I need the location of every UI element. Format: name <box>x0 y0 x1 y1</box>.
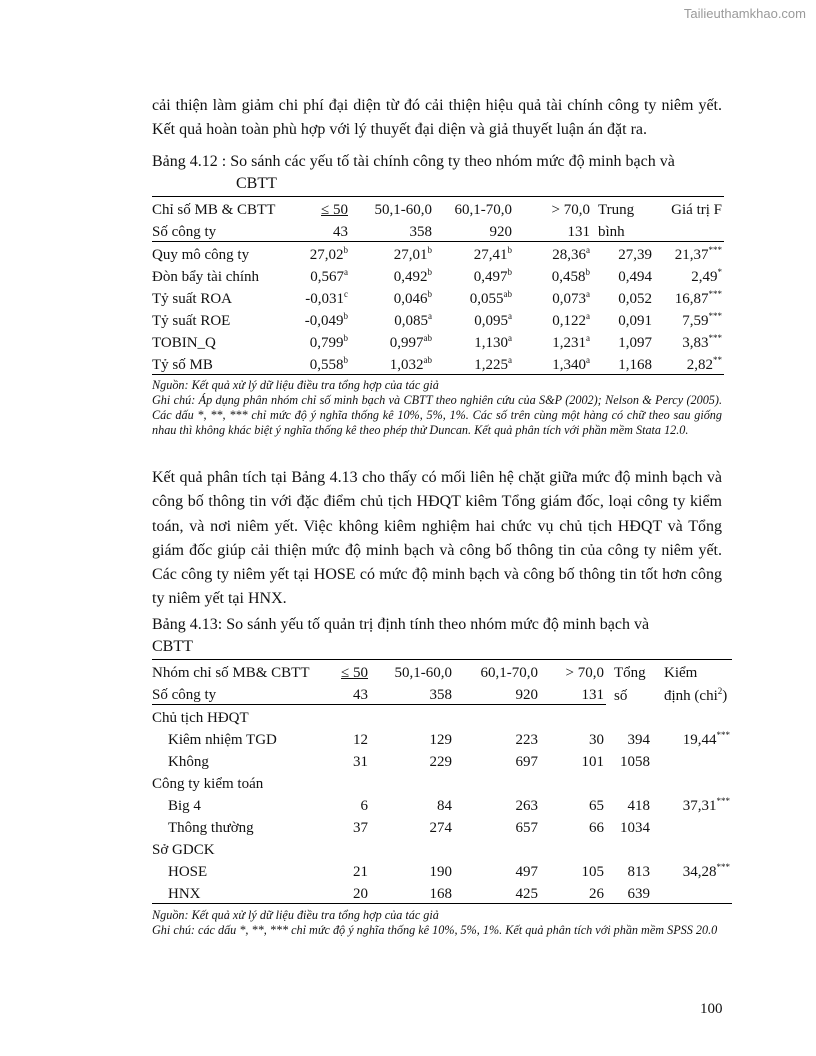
header-cell: ≤ 50 <box>341 665 368 681</box>
table-4-12-notes <box>152 378 722 438</box>
header-cell: > 70,0 <box>551 202 590 218</box>
table-header-row <box>152 197 724 220</box>
value-cell: 37 <box>353 820 368 836</box>
value-cell <box>350 308 434 330</box>
duncan-letter: b <box>427 267 432 277</box>
significance-stars: *** <box>708 289 722 299</box>
row-label: TOBIN_Q <box>152 335 216 351</box>
value-cell: 101 <box>581 754 604 770</box>
value: 27,39 <box>618 247 652 263</box>
header-cell: Nhóm chỉ số MB& CBTT <box>152 665 310 681</box>
caption-line-2: CBTT <box>152 638 193 655</box>
mean-cell <box>592 330 654 352</box>
group-title: Sở GDCK <box>152 842 215 858</box>
value: 1,097 <box>618 335 652 351</box>
watermark: Tailieuthamkhao.com <box>683 6 806 21</box>
group-row <box>152 705 732 728</box>
duncan-letter: c <box>344 289 348 299</box>
value: 28,36 <box>552 247 586 263</box>
mean-cell <box>592 308 654 330</box>
header-cell: Trung <box>598 202 635 218</box>
duncan-letter: a <box>428 311 432 321</box>
chi2-cell <box>652 793 732 815</box>
value-cell <box>514 330 592 352</box>
header-cell: Chỉ số MB & CBTT <box>152 202 276 218</box>
header-cell: 60,1-70,0 <box>480 665 538 681</box>
duncan-letter: b <box>343 333 348 343</box>
table-4-13-caption <box>152 614 722 658</box>
value-cell <box>434 242 514 265</box>
header-cell: 920 <box>454 682 540 705</box>
value: 0,095 <box>474 313 508 329</box>
table-4-12 <box>152 196 724 375</box>
row-label: Đòn bẩy tài chính <box>152 269 260 285</box>
table-row <box>152 242 724 265</box>
table-row <box>152 308 724 330</box>
table-row <box>152 815 732 837</box>
value: 0,046 <box>393 291 428 307</box>
f-value-cell <box>654 308 724 330</box>
value: 37,31 <box>682 798 717 814</box>
duncan-letter: a <box>508 311 512 321</box>
value-cell: 425 <box>515 886 538 902</box>
value: 0,091 <box>618 313 652 329</box>
significance-stars: ** <box>713 355 722 365</box>
table-header-row <box>152 219 724 242</box>
header-cell: > 70,0 <box>565 665 604 681</box>
value-cell <box>290 286 350 308</box>
value: 0,458 <box>551 269 586 285</box>
row-label: Big 4 <box>168 798 201 814</box>
value-cell <box>434 264 514 286</box>
mean-cell <box>592 286 654 308</box>
duncan-letter: a <box>586 333 590 343</box>
header-cell: 358 <box>350 219 434 242</box>
value: 1,340 <box>552 357 586 373</box>
duncan-letter: a <box>508 355 512 365</box>
mean-cell <box>592 352 654 375</box>
chi2-cell <box>652 859 732 881</box>
duncan-letter: a <box>344 267 348 277</box>
duncan-letter: b <box>427 245 432 255</box>
header-text: ) <box>722 687 728 704</box>
row-label: Không <box>168 754 209 770</box>
value-cell: 168 <box>429 886 452 902</box>
value-cell: 229 <box>429 754 452 770</box>
value: 0,052 <box>618 291 652 307</box>
row-label: Quy mô công ty <box>152 247 250 263</box>
table-row <box>152 881 732 904</box>
source-note: Nguồn: Kết quả xử lý dữ liệu điều tra tổng hợp của tác giả <box>152 378 439 392</box>
header-cell: 60,1-70,0 <box>454 202 512 218</box>
total-cell: 1034 <box>620 820 650 836</box>
paragraph-intro: cải thiện làm giảm chi phí đại diện từ đó cải thiện hiệu quả tài chính công ty niêm yết. Kết quả hoàn toàn phù hợp với lý thuyết đại diện và giả thuyết luận án đặt ra. <box>152 97 722 139</box>
footnote: Ghi chú: Áp dụng phân nhóm chỉ số minh bạch và CBTT theo nghiên cứu của S&P (2002); Nelson & Percy (2005). Các dấu *, **, *** chỉ mức độ ý nghĩa thống kê 10%, 5%, 1%. Các số trên cùng một hàng có chữ theo sau giống nhau thì không khác biệt ý nghĩa thống kê theo phép thử Duncan. Kết quả phân tích với phần mềm Stata 12.0. <box>152 393 722 437</box>
value: 0,567 <box>310 269 344 285</box>
significance-stars: *** <box>708 333 722 343</box>
header-cell: 50,1-60,0 <box>394 665 452 681</box>
header-cell: Số công ty <box>152 682 324 705</box>
value-cell: 12 <box>353 732 368 748</box>
paragraph-analysis: Kết quả phân tích tại Bảng 4.13 cho thấy có mối liên hệ chặt giữa mức độ minh bạch và công bố thông tin với đặc điểm chủ tịch HĐQT kiêm Tổng giám đốc, loại công ty kiểm toán, và nơi niêm yết. Việc không kiêm nghiệm hai chức vụ chủ tịch HĐQT và Tổng giám đốc giúp cải thiện mức độ minh bạch và công bố thông tin của công ty niêm yết. Các công ty niêm yết tại HOSE có mức độ minh bạch và công bố thông tin tốt hơn công ty niêm yết tại HNX. <box>152 469 722 608</box>
value-cell <box>350 264 434 286</box>
value-cell: 497 <box>515 864 538 880</box>
value: 1,130 <box>474 335 508 351</box>
value-cell: 84 <box>437 798 452 814</box>
value: 2,49 <box>691 269 718 285</box>
row-label: HNX <box>168 886 201 902</box>
value: 0,997 <box>389 335 424 351</box>
table-header-row <box>152 660 732 683</box>
value-cell: 129 <box>429 732 452 748</box>
table-row <box>152 727 732 749</box>
value-cell <box>434 308 514 330</box>
header-cell: 43 <box>324 682 370 705</box>
value-cell <box>514 308 592 330</box>
value-cell: 105 <box>581 864 604 880</box>
value: 1,032 <box>389 357 424 373</box>
value: 34,28 <box>682 864 717 880</box>
value: 27,02 <box>309 247 344 263</box>
value-cell <box>350 242 434 265</box>
value-cell <box>290 242 350 265</box>
header-cell: bình <box>592 219 654 242</box>
value: 27,01 <box>393 247 428 263</box>
significance-stars: *** <box>708 311 722 321</box>
table-row <box>152 793 732 815</box>
group-title: Công ty kiểm toán <box>152 776 264 792</box>
value: 0,085 <box>394 313 428 329</box>
table-4-12-caption <box>152 151 722 195</box>
value: 2,82 <box>686 357 713 373</box>
mean-cell <box>592 264 654 286</box>
f-value-cell <box>654 264 724 286</box>
total-cell: 1058 <box>620 754 650 770</box>
value-cell <box>290 330 350 352</box>
header-cell <box>652 682 732 705</box>
value-cell: 66 <box>589 820 604 836</box>
duncan-letter: b <box>427 289 432 299</box>
page-number: 100 <box>700 1001 723 1017</box>
table-row <box>152 264 724 286</box>
caption-line-2: CBTT <box>236 175 277 192</box>
significance-stars: *** <box>716 796 730 806</box>
duncan-letter: a <box>586 289 590 299</box>
f-value-cell <box>654 330 724 352</box>
header-cell: 50,1-60,0 <box>374 202 432 218</box>
total-cell: 394 <box>627 732 650 748</box>
value-cell <box>434 286 514 308</box>
total-cell: 639 <box>627 886 650 902</box>
significance-stars: * <box>717 267 722 277</box>
value-cell <box>434 330 514 352</box>
row-label: HOSE <box>168 864 208 880</box>
value-cell <box>290 352 350 375</box>
header-cell: Kiểm <box>664 665 698 681</box>
header-cell: 131 <box>514 219 592 242</box>
chi2-cell <box>652 749 732 771</box>
group-row <box>152 771 732 793</box>
header-cell: 43 <box>290 219 350 242</box>
duncan-letter: b <box>507 267 512 277</box>
value-cell: 20 <box>353 886 368 902</box>
value-cell <box>514 242 592 265</box>
value: 0,494 <box>618 269 652 285</box>
significance-stars: *** <box>716 730 730 740</box>
value: 1,225 <box>474 357 508 373</box>
header-cell: Số công ty <box>152 219 290 242</box>
duncan-letter: b <box>343 245 348 255</box>
value: 0,073 <box>552 291 586 307</box>
header-cell: 358 <box>370 682 454 705</box>
source-note: Nguồn: Kết quả xử lý dữ liệu điều tra tổng hợp của tác giả <box>152 908 439 922</box>
header-cell: Tổng <box>614 665 646 681</box>
duncan-letter: ab <box>503 289 512 299</box>
table-4-13-body <box>152 705 732 904</box>
header-cell: ≤ 50 <box>321 202 348 218</box>
value: 16,87 <box>674 291 709 307</box>
header-cell <box>654 219 724 242</box>
table-row <box>152 859 732 881</box>
row-label: Tỷ số MB <box>152 357 213 373</box>
value: 0,497 <box>473 269 508 285</box>
value: 0,055 <box>469 291 504 307</box>
header-cell: số <box>614 687 628 704</box>
value-cell <box>290 308 350 330</box>
caption-line-1: Bảng 4.13: So sánh yếu tố quản trị định tính theo nhóm mức độ minh bạch và <box>152 616 650 633</box>
table-row <box>152 352 724 375</box>
duncan-letter: a <box>586 355 590 365</box>
row-label: Tỷ suất ROA <box>152 291 232 307</box>
duncan-letter: b <box>507 245 512 255</box>
significance-stars: *** <box>716 862 730 872</box>
duncan-letter: ab <box>423 333 432 343</box>
header-cell: 920 <box>434 219 514 242</box>
value-cell: 21 <box>353 864 368 880</box>
value-cell: 223 <box>515 732 538 748</box>
value: 3,83 <box>682 335 709 351</box>
duncan-letter: a <box>508 333 512 343</box>
value-cell <box>350 286 434 308</box>
significance-stars: *** <box>708 245 722 255</box>
table-header-row <box>152 682 732 705</box>
chi2-cell <box>652 881 732 904</box>
value: 27,41 <box>473 247 508 263</box>
duncan-letter: b <box>343 355 348 365</box>
value-cell: 274 <box>429 820 452 836</box>
f-value-cell <box>654 352 724 375</box>
duncan-letter: b <box>343 311 348 321</box>
duncan-letter: a <box>586 311 590 321</box>
value-cell: 697 <box>515 754 538 770</box>
table-row <box>152 749 732 771</box>
value-cell: 31 <box>353 754 368 770</box>
table-row <box>152 330 724 352</box>
header-text: định (chi <box>664 687 718 704</box>
value: 21,37 <box>674 247 709 263</box>
value-cell <box>350 330 434 352</box>
value-cell <box>290 264 350 286</box>
value-cell: 6 <box>360 798 368 814</box>
table-4-13 <box>152 659 732 904</box>
footnote: Ghi chú: các dấu *, **, *** chỉ mức độ ý nghĩa thống kê 10%, 5%, 1%. Kết quả phân tích với phần mềm SPSS 20.0 <box>152 923 718 937</box>
chi2-cell <box>652 727 732 749</box>
total-cell: 813 <box>627 864 650 880</box>
value-cell: 65 <box>589 798 604 814</box>
table-4-12-body <box>152 242 724 375</box>
chi2-cell <box>652 815 732 837</box>
value-cell <box>434 352 514 375</box>
value-cell: 190 <box>429 864 452 880</box>
duncan-letter: a <box>586 245 590 255</box>
group-row <box>152 837 732 859</box>
value-cell: 263 <box>515 798 538 814</box>
value: 1,231 <box>552 335 586 351</box>
value-cell <box>514 264 592 286</box>
table-4-13-notes <box>152 908 722 938</box>
value-cell <box>350 352 434 375</box>
value-cell: 30 <box>589 732 604 748</box>
value: -0,049 <box>304 313 344 329</box>
header-cell: Giá trị F <box>671 202 722 218</box>
value: -0,031 <box>305 291 344 307</box>
value: 19,44 <box>682 732 717 748</box>
duncan-letter: ab <box>423 355 432 365</box>
value: 0,799 <box>309 335 344 351</box>
header-cell: 131 <box>540 682 606 705</box>
mean-cell <box>592 242 654 265</box>
table-row <box>152 286 724 308</box>
row-label: Thông thường <box>168 820 254 836</box>
total-cell: 418 <box>627 798 650 814</box>
group-title: Chủ tịch HĐQT <box>152 710 249 726</box>
value-cell: 26 <box>589 886 604 902</box>
row-label: Tỷ suất ROE <box>152 313 231 329</box>
value-cell: 657 <box>515 820 538 836</box>
value: 7,59 <box>682 313 709 329</box>
superscript: 2 <box>717 685 723 696</box>
value-cell <box>514 286 592 308</box>
value: 0,558 <box>309 357 344 373</box>
f-value-cell <box>654 242 724 265</box>
duncan-letter: b <box>585 267 590 277</box>
f-value-cell <box>654 286 724 308</box>
value: 0,122 <box>552 313 586 329</box>
caption-line-1: Bảng 4.12 : So sánh các yếu tố tài chính công ty theo nhóm mức độ minh bạch và <box>152 153 675 170</box>
row-label: Kiêm nhiệm TGD <box>168 732 277 748</box>
value: 1,168 <box>618 357 652 373</box>
value-cell <box>514 352 592 375</box>
value: 0,492 <box>393 269 428 285</box>
